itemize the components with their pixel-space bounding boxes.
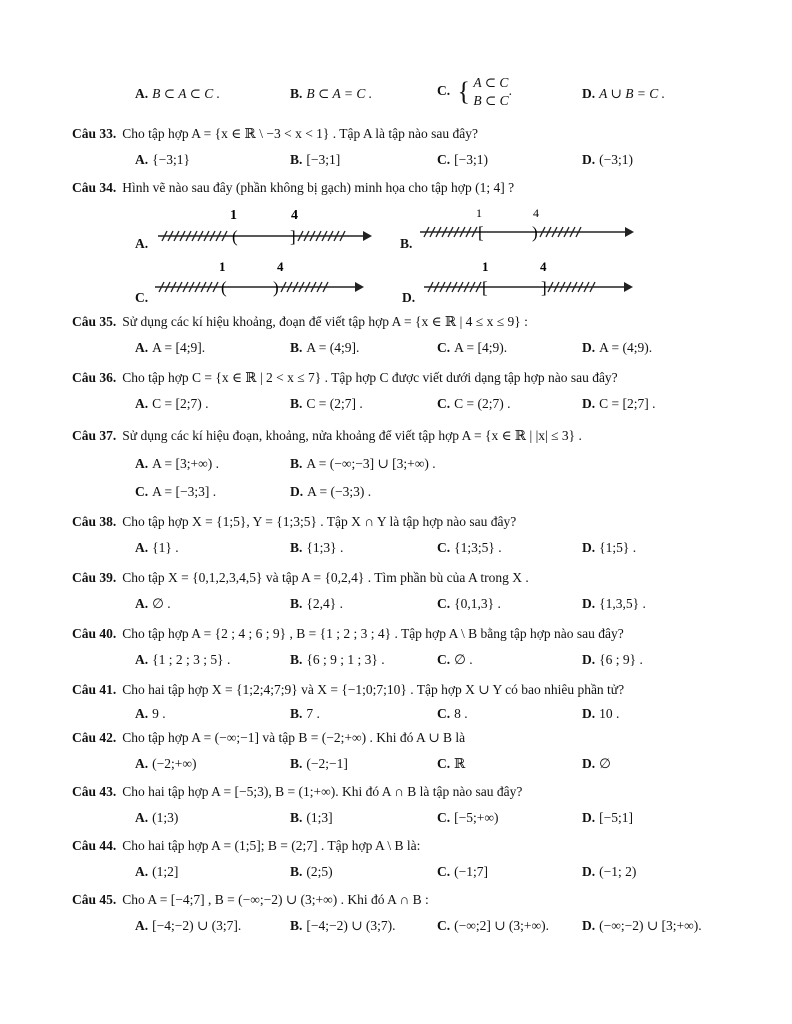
q45-option-a: A. [−4;−2) ∪ (3;7].	[135, 918, 242, 933]
question-38: Câu 38. Cho tập hợp X = {1;5}, Y = {1;3;5} . Tập X ∩ Y là tập hợp nào sau đây?	[72, 514, 517, 529]
q37-option-b: B. A = (−∞;−3] ∪ [3;+∞) .	[290, 456, 436, 471]
q40-option-b: B. {6 ; 9 ; 1 ; 3} .	[290, 652, 385, 667]
q36-option-a: A. C = [2;7) .	[135, 396, 209, 411]
q34-figure-d	[424, 258, 634, 300]
q39-option-b: B. {2,4} .	[290, 596, 343, 611]
question-45: Câu 45. Cho A = [−4;7] , B = (−∞;−2) ∪ (3;+∞) . Khi đó A ∩ B :	[72, 892, 429, 907]
q34-figure-b	[420, 205, 635, 245]
q37-option-d: D. A = (−3;3) .	[290, 484, 372, 499]
q40-option-a: A. {1 ; 2 ; 3 ; 5} .	[135, 652, 231, 667]
q33-option-b: B. [−3;1]	[290, 152, 341, 167]
q32-option-d: D. A ∪ B = C .	[582, 86, 666, 101]
q36-option-d: D. C = [2;7] .	[582, 396, 656, 411]
bracket-right: )	[532, 223, 538, 242]
bracket-right: ]	[290, 227, 296, 246]
q38-options	[135, 540, 755, 560]
bracket-left: (	[232, 227, 238, 246]
q40-option-d: D. {6 ; 9} .	[582, 652, 643, 667]
q41-option-d: D. 10 .	[582, 706, 620, 721]
bracket-left: (	[221, 278, 227, 297]
q42-option-c: C. ℝ	[437, 756, 466, 771]
q43-option-c: C. [−5;+∞)	[437, 810, 499, 825]
question-33: Câu 33. Cho tập hợp A = {x ∈ ℝ \ −3 < x < 1} . Tập A là tập nào sau đây?	[72, 126, 478, 141]
q44-options	[135, 864, 755, 884]
q34-option-c-label: C.	[135, 290, 149, 305]
question-39: Câu 39. Cho tập X = {0,1,2,3,4,5} và tập A = {0,2,4} . Tìm phần bù của A trong X .	[72, 570, 529, 585]
q44-option-c: C. (−1;7]	[437, 864, 488, 879]
question-42: Câu 42. Cho tập hợp A = (−∞;−1] và tập B = (−2;+∞) . Khi đó A ∪ B là	[72, 730, 466, 745]
question-43: Câu 43. Cho hai tập hợp A = [−5;3), B = (1;+∞). Khi đó A ∩ B là tập nào sau đây?	[72, 784, 523, 799]
q36-options	[135, 396, 755, 416]
q35-option-c: C. A = [4;9).	[437, 340, 508, 355]
tick-4: 4	[533, 206, 539, 220]
tick-1: 1	[219, 259, 226, 274]
q38-option-c: C. {1;3;5} .	[437, 540, 502, 555]
question-40: Câu 40. Cho tập hợp A = {2 ; 4 ; 6 ; 9} , B = {1 ; 2 ; 3 ; 4} . Tập hợp A \ B bằng tập hợp nào sau đây?	[72, 626, 624, 641]
bracket-right: )	[273, 278, 279, 297]
q34-figure-c	[155, 258, 365, 300]
bracket-left: [	[478, 223, 484, 242]
q32-option-b: B. B ⊂ A = C .	[290, 86, 373, 101]
q44-option-a: A. (1;2]	[135, 864, 179, 879]
q45-option-d: D. (−∞;−2) ∪ [3;+∞).	[582, 918, 702, 933]
q45-option-b: B. [−4;−2) ∪ (3;7).	[290, 918, 396, 933]
q43-option-b: B. (1;3]	[290, 810, 333, 825]
q40-option-c: C. ∅ .	[437, 652, 473, 667]
q42-option-a: A. (−2;+∞)	[135, 756, 197, 771]
tick-4: 4	[291, 208, 298, 223]
q41-option-a: A. 9 .	[135, 706, 166, 721]
q36-option-c: C. C = (2;7) .	[437, 396, 511, 411]
q37-options-row2	[135, 484, 755, 504]
q35-option-d: D. A = (4;9).	[582, 340, 653, 355]
q34-option-d-label: D.	[402, 290, 416, 305]
q43-options	[135, 810, 755, 830]
q41-option-b: B. 7 .	[290, 706, 320, 721]
question-35: Câu 35. Sử dụng các kí hiệu khoảng, đoạn để viết tập hợp A = {x ∈ ℝ | 4 ≤ x ≤ 9} :	[72, 314, 528, 329]
q35-options	[135, 340, 755, 360]
q38-option-d: D. {1;5} .	[582, 540, 637, 555]
q42-option-b: B. (−2;−1]	[290, 756, 348, 771]
q36-option-b: B. C = (2;7] .	[290, 396, 363, 411]
q33-option-d: D. (−3;1)	[582, 152, 633, 167]
q39-options	[135, 596, 755, 616]
q32-option-c: C. { A ⊂ C B ⊂ C .	[437, 75, 513, 108]
q37-options-row1	[135, 456, 755, 476]
q38-option-b: B. {1;3} .	[290, 540, 344, 555]
q34-option-a-label: A.	[135, 236, 149, 251]
q39-option-a: A. ∅ .	[135, 596, 171, 611]
tick-1: 1	[482, 259, 489, 274]
q35-option-b: B. A = (4;9].	[290, 340, 360, 355]
question-41: Câu 41. Cho hai tập hợp X = {1;2;4;7;9} và X = {−1;0;7;10} . Tập hợp X ∪ Y có bao nhiêu phần tử?	[72, 682, 625, 697]
q44-option-d: D. (−1; 2)	[582, 864, 637, 879]
q41-options	[135, 706, 755, 726]
q40-options	[135, 652, 755, 672]
q42-option-d: D. ∅	[582, 756, 611, 771]
question-36: Câu 36. Cho tập hợp C = {x ∈ ℝ | 2 < x ≤ 7} . Tập hợp C được viết dưới dạng tập hợp nào sau đây?	[72, 370, 618, 385]
q32-option-a: A. B ⊂ A ⊂ C .	[135, 86, 221, 101]
q34-figure-a	[158, 205, 373, 255]
tick-1: 1	[476, 206, 482, 220]
q44-option-b: B. (2;5)	[290, 864, 333, 879]
bracket-right: ]	[541, 278, 547, 297]
q39-option-c: C. {0,1,3} .	[437, 596, 501, 611]
tick-1: 1	[230, 208, 237, 223]
q33-option-c: C. [−3;1)	[437, 152, 488, 167]
q41-option-c: C. 8 .	[437, 706, 468, 721]
q33-option-a: A. {−3;1}	[135, 152, 190, 167]
q45-options	[135, 918, 755, 938]
q37-option-c: C. A = [−3;3] .	[135, 484, 217, 499]
question-37: Câu 37. Sử dụng các kí hiệu đoạn, khoảng, nửa khoảng để viết tập hợp A = {x ∈ ℝ | |x| ≤ 3} .	[72, 428, 582, 443]
q33-options	[135, 152, 755, 172]
q43-option-d: D. [−5;1]	[582, 810, 633, 825]
bracket-left: [	[482, 278, 488, 297]
q34-option-b-label: B.	[400, 236, 413, 251]
question-44: Câu 44. Cho hai tập hợp A = (1;5]; B = (2;7] . Tập hợp A \ B là:	[72, 838, 421, 853]
q32-options	[135, 75, 755, 108]
q35-option-a: A. A = [4;9].	[135, 340, 206, 355]
q42-options	[135, 756, 755, 776]
tick-4: 4	[540, 259, 547, 274]
question-34: Câu 34. Hình vẽ nào sau đây (phần không bị gạch) minh họa cho tập hợp (1; 4] ?	[72, 180, 515, 195]
q38-option-a: A. {1} .	[135, 540, 179, 555]
q37-option-a: A. A = [3;+∞) .	[135, 456, 219, 471]
q45-option-c: C. (−∞;2] ∪ (3;+∞).	[437, 918, 550, 933]
q39-option-d: D. {1,3,5} .	[582, 596, 646, 611]
q43-option-a: A. (1;3)	[135, 810, 179, 825]
tick-4: 4	[277, 259, 284, 274]
